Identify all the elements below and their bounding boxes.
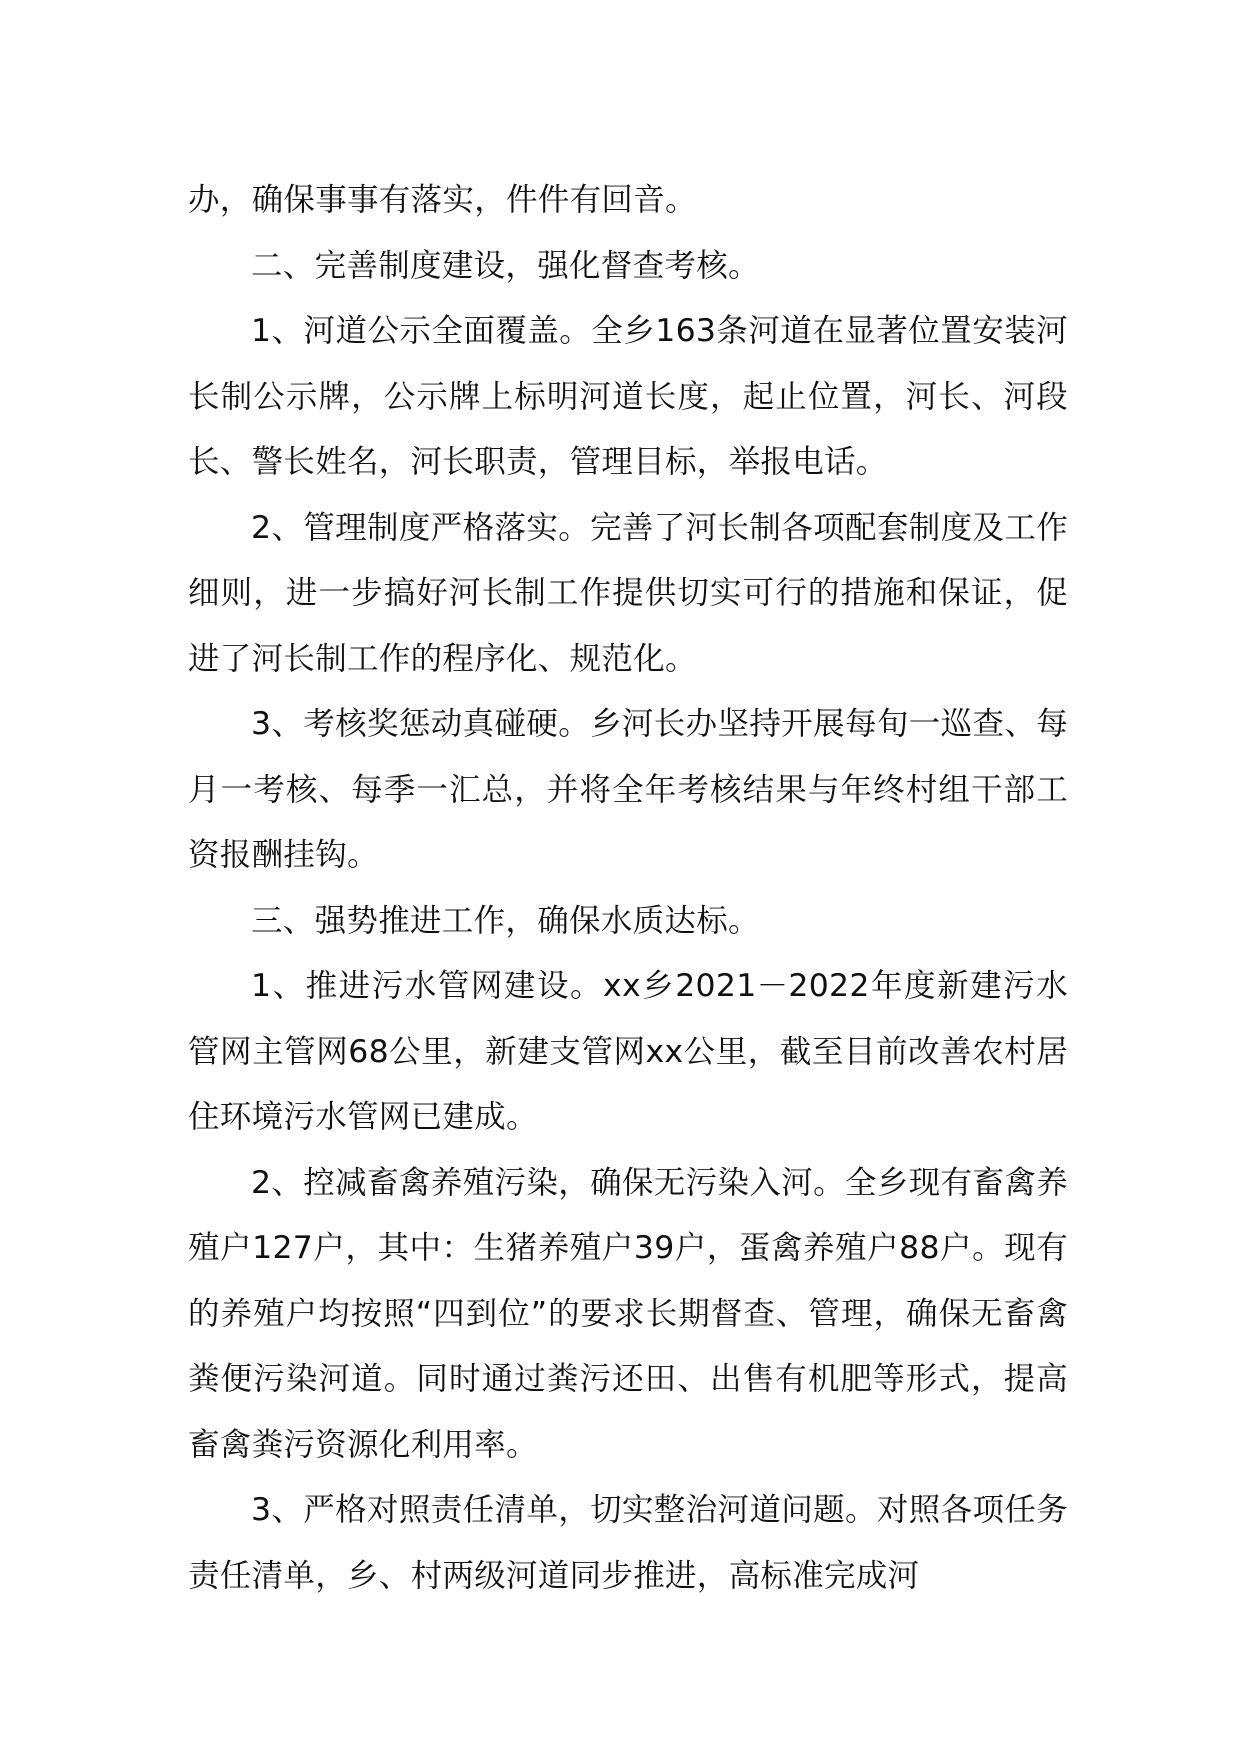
paragraph-continuation: 办，确保事事有落实，件件有回音。 (188, 182, 697, 218)
paragraph-sewage-network: 1、推进污水管网建设。xx乡2021－2022年度新建污水管网主管网68公里，新建支管网xx公里，截至目前改善农村居住环境污水管网已建成。 (188, 968, 1068, 1135)
paragraph-assessment: 3、考核奖惩动真碰硬。乡河长办坚持开展每旬一巡查、每月一考核、每季一汇总，并将全年考核结果与年终村组干部工资报酬挂钩。 (188, 706, 1068, 873)
paragraph-livestock-pollution: 2、控减畜禽养殖污染，确保无污染入河。全乡现有畜禽养殖户127户，其中：生猪养殖户39户，蛋禽养殖户88户。现有的养殖户均按照“四到位”的要求长期督查、管理，确保无畜禽粪便污染河道。同时通过粪污还田、出售有机肥等形式，提高畜禽粪污资源化利用率。 (188, 1164, 1068, 1463)
section-heading-2: 二、完善制度建设，强化督查考核。 (251, 247, 760, 284)
paragraph-responsibility-list: 3、严格对照责任清单，切实整治河道问题。对照各项任务责任清单，乡、村两级河道同步推进，高标准完成河 (188, 1492, 1068, 1594)
paragraph-river-signage: 1、河道公示全面覆盖。全乡163条河道在显著位置安装河长制公示牌，公示牌上标明河道长度，起止位置，河长、河段长、警长姓名，河长职责，管理目标，举报电话。 (188, 313, 1068, 480)
section-heading-3: 三、强势推进工作，确保水质达标。 (251, 902, 760, 939)
document-body (188, 168, 1068, 1609)
paragraph-management-system: 2、管理制度严格落实。完善了河长制各项配套制度及工作细则，进一步搞好河长制工作提供切实可行的措施和保证，促进了河长制工作的程序化、规范化。 (188, 509, 1068, 677)
